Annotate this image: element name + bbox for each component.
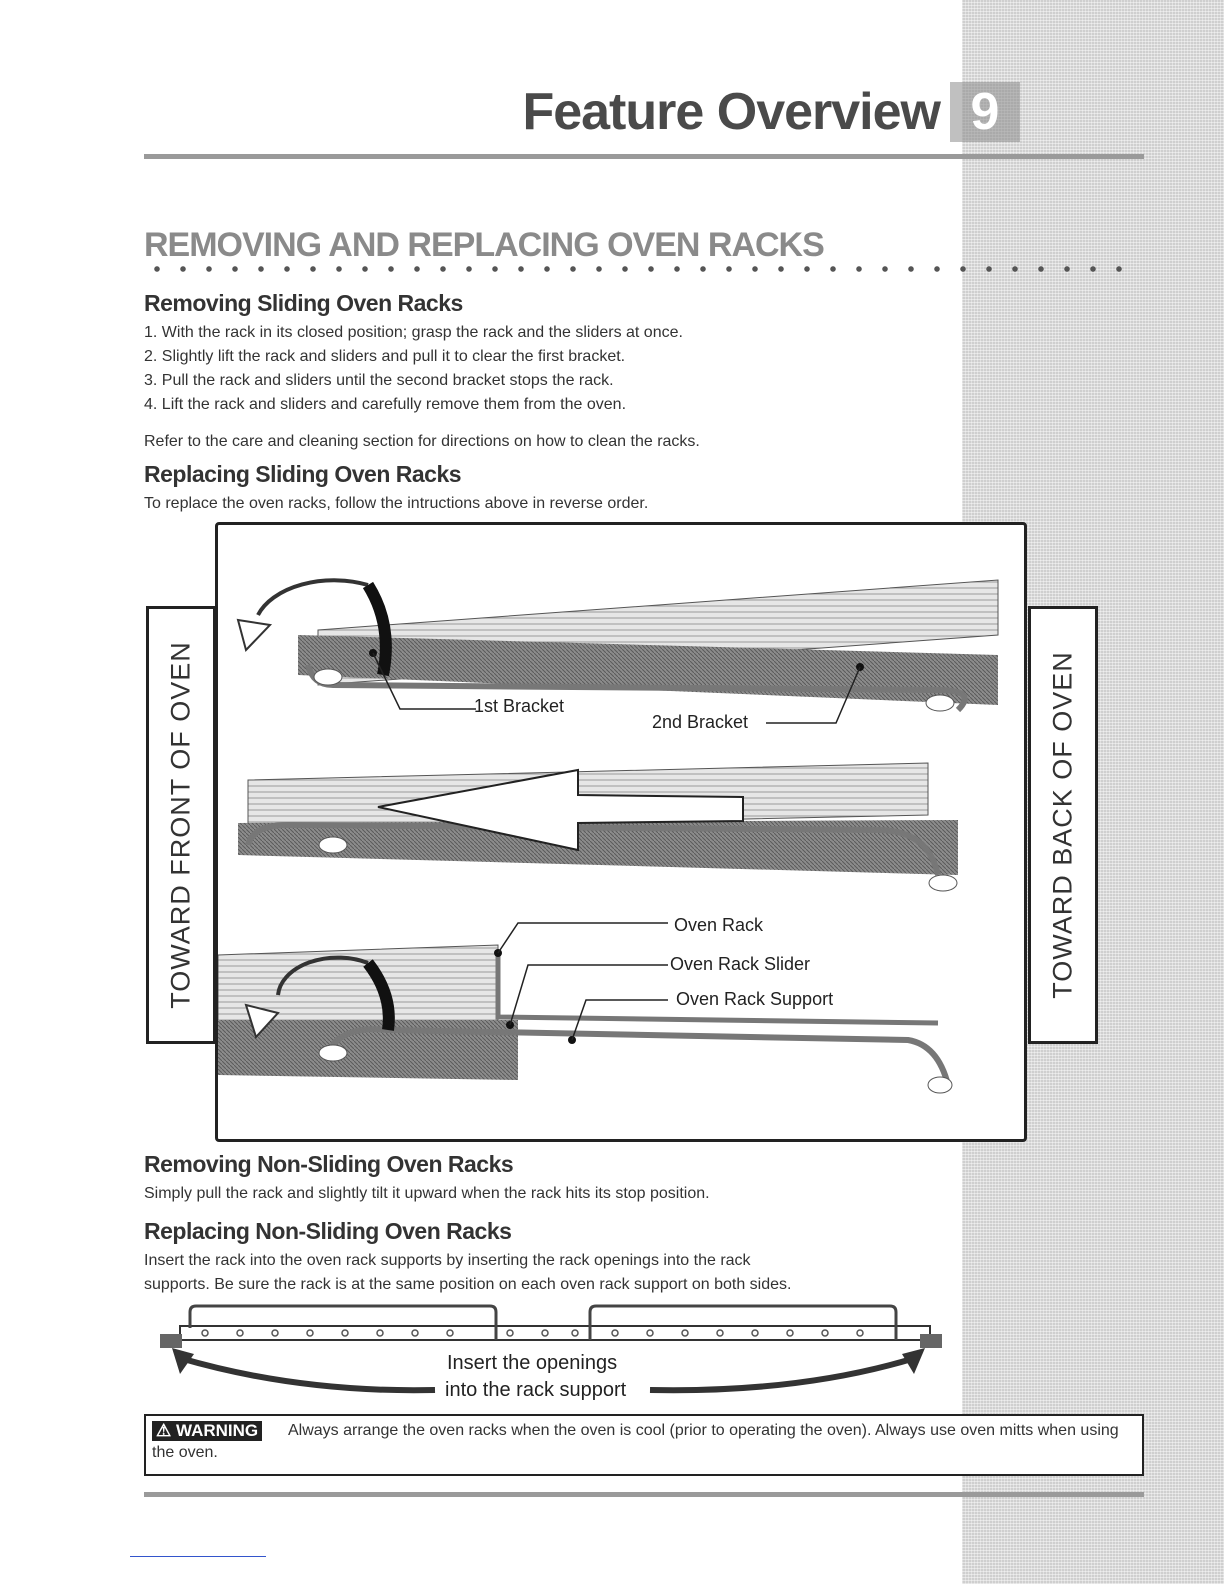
heading-replacing-non-sliding: Replacing Non-Sliding Oven Racks [144, 1218, 512, 1244]
rack-diagram-label-line-1: Insert the openings [447, 1352, 618, 1374]
callout-1st-bracket: 1st Bracket [474, 696, 565, 716]
replacing-sliding-text: To replace the oven racks, follow the intructions above in reverse order. [144, 495, 649, 512]
front-of-oven-tab [146, 606, 216, 1044]
sliding-rack-illustration [218, 525, 1024, 1139]
header-rule [144, 154, 1144, 159]
page-number: 9 [950, 82, 1020, 142]
warning-box [144, 1414, 1144, 1476]
rack-closed-position [238, 580, 998, 723]
step-4: 4. Lift the rack and sliders and carefully remove them from the oven. [144, 396, 627, 413]
section-title: REMOVING AND REPLACING OVEN RACKS [144, 226, 824, 264]
rack-removal-position [218, 923, 952, 1093]
page-header-title: Feature Overview [522, 83, 940, 141]
removing-non-sliding-text: Simply pull the rack and slightly tilt it upward when the rack hits its stop position. [144, 1185, 710, 1202]
warning-triangle-icon: ⚠ [156, 1421, 172, 1440]
rack-pulled-position [238, 763, 958, 891]
callout-2nd-bracket: 2nd Bracket [652, 712, 749, 732]
heading-replacing-sliding: Replacing Sliding Oven Racks [144, 461, 462, 487]
warning-badge [152, 1421, 262, 1441]
back-of-oven-label: TOWARD BACK OF OVEN [1047, 651, 1078, 999]
callout-oven-rack-support: Oven Rack Support [676, 989, 834, 1009]
dotted-divider [144, 265, 1134, 273]
replacing-non-sliding-line-1: Insert the rack into the oven rack supports by inserting the rack openings into the rack [144, 1252, 751, 1269]
care-note: Refer to the care and cleaning section for directions on how to clean the racks. [144, 433, 700, 450]
back-of-oven-tab [1028, 606, 1098, 1044]
step-2: 2. Slightly lift the rack and sliders and pull it to clear the first bracket. [144, 348, 626, 365]
replacing-non-sliding-line-2: supports. Be sure the rack is at the same position on each oven rack support on both sides. [144, 1276, 792, 1293]
sliding-rack-diagram [215, 522, 1027, 1142]
warning-badge-label: WARNING [175, 1421, 259, 1440]
callout-oven-rack: Oven Rack [674, 915, 764, 935]
front-of-oven-label: TOWARD FRONT OF OVEN [165, 641, 196, 1009]
heading-removing-non-sliding: Removing Non-Sliding Oven Racks [144, 1151, 514, 1177]
footer-link-line [130, 1556, 266, 1557]
warning-text: Always arrange the oven racks when the oven is cool (prior to operating the oven). Always use oven mitts when using the oven. [152, 1422, 1119, 1461]
step-3: 3. Pull the rack and sliders until the second bracket stops the rack. [144, 372, 614, 389]
rack-diagram-label-line-2: into the rack support [445, 1379, 627, 1401]
replacing-non-sliding-text [144, 1249, 964, 1297]
removing-sliding-steps [144, 321, 944, 417]
heading-removing-sliding: Removing Sliding Oven Racks [144, 290, 463, 316]
footer-rule [144, 1492, 1144, 1497]
callout-oven-rack-slider: Oven Rack Slider [670, 954, 811, 974]
step-1: 1. With the rack in its closed position; grasp the rack and the sliders at once. [144, 324, 683, 341]
